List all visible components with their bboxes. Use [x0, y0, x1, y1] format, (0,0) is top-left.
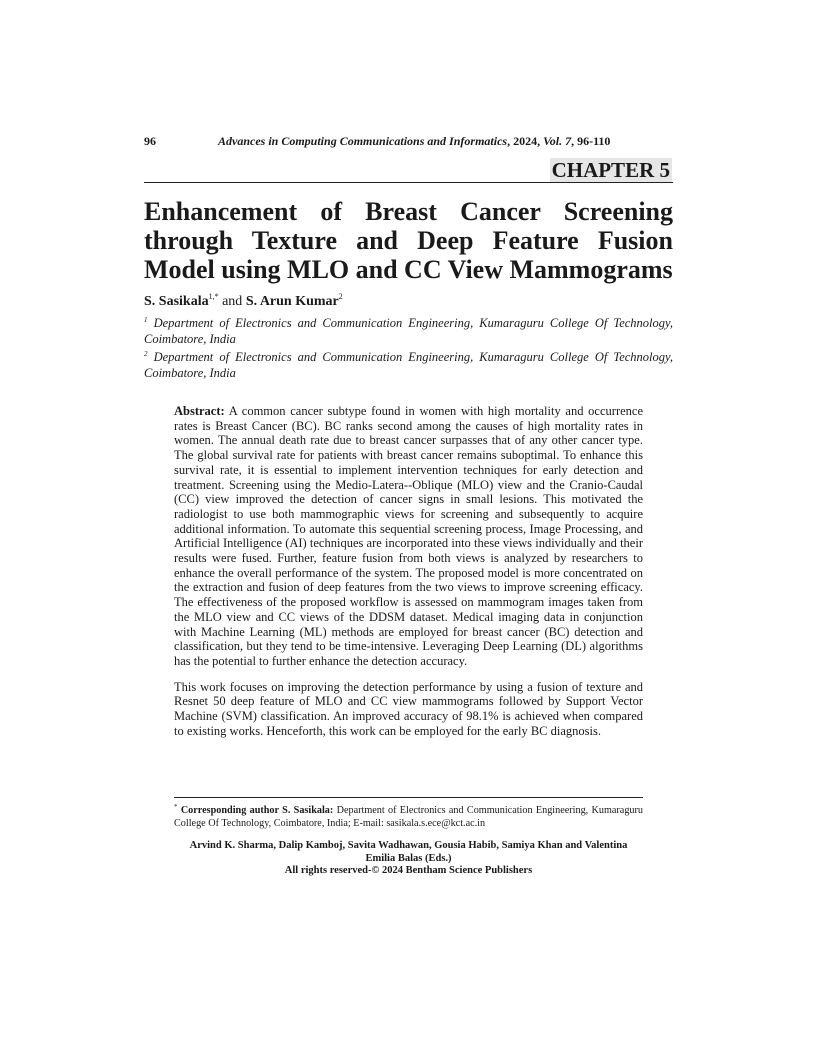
- journal-pages: , 96-110: [571, 134, 611, 148]
- affiliation-mark: 1: [144, 316, 148, 324]
- footnote-divider: [174, 797, 643, 798]
- footnote-mark: *: [174, 803, 178, 811]
- chapter-label: CHAPTER 5: [551, 158, 670, 182]
- affiliation-text: Department of Electronics and Communication Engineering, Kumaraguru College Of Technology, Coimbatore, India: [144, 316, 674, 346]
- author-name: S. Arun Kumar: [245, 294, 339, 309]
- author-line: [144, 289, 343, 310]
- chapter-divider: [144, 182, 673, 183]
- abstract-paragraph: This work focuses on improving the detection performance by using a fusion of texture and Resnet 50 deep feature of MLO and CC view mammograms followed by Support Vector Machine (SVM) classification. An improved accuracy of 98.1% is achieved when compared to existing works. Henceforth, this work can be employed for the early BC diagnosis.: [174, 679, 643, 738]
- affiliation-1: [144, 312, 673, 347]
- copyright-line: All rights reserved-© 2024 Bentham Science Publishers: [284, 865, 533, 876]
- running-header: [144, 134, 672, 150]
- abstract-label: Abstract:: [174, 404, 225, 418]
- abstract-paragraph: [174, 404, 643, 669]
- footnote: [174, 801, 643, 830]
- affiliation-mark: 2: [144, 350, 148, 358]
- affiliation-text: Department of Electronics and Communication Engineering, Kumaraguru College Of Technology, Coimbatore, India: [144, 350, 674, 380]
- footnote-label: Corresponding author S. Sasikala:: [180, 805, 334, 816]
- journal-name: Advances in Computing Communications and Informatics: [218, 134, 508, 148]
- chapter-title: Enhancement of Breast Cancer Screening through Texture and Deep Feature Fusion Model using MLO and CC View Mammograms: [144, 197, 673, 284]
- author-affiliation-mark: 1,*: [208, 292, 219, 301]
- author-affiliation-mark: 2: [338, 292, 343, 301]
- journal-year: , 2024,: [507, 134, 544, 148]
- page-number: 96: [144, 134, 156, 148]
- journal-citation: [218, 134, 610, 149]
- editors-line: Arvind K. Sharma, Dalip Kamboj, Savita Wadhawan, Gousia Habib, Samiya Khan and Valentina Emilia Balas (Eds.): [189, 840, 628, 864]
- abstract: [174, 404, 643, 738]
- footnote-text: Department of Electronics and Communication Engineering, Kumaraguru College Of Technology, Coimbatore, India; E-mail: sasikala.s.ece@kct.ac.in: [174, 805, 643, 829]
- author-name: S. Sasikala: [144, 294, 209, 309]
- author-connector: and: [218, 294, 246, 309]
- abstract-text: A common cancer subtype found in women with high mortality and occurrence rates is Breast Cancer (BC). BC ranks second among the causes of high mortality rates in women. The annual death rate due to breast cancer surpasses that of any other cancer type. The global survival rate for patients with breast cancer remains suboptimal. To enhance this survival rate, it is essential to implement intervention techniques for early detection and treatment. Screening using the Medio-Latera--Oblique (MLO) view and the Cranio-Caudal (CC) view improved the detection of cancer signs in small lesions. This motivated the radiologist to use both mammographic views for screening and subsequently to acquire additional information. To automate this sequential screening process, Image Processing, and Artificial Intelligence (AI) techniques are incorporated into these views individually and their results were fused. Further, feature fusion from both views is analyzed by researchers to enhance the overall performance of the system. The proposed model is more concentrated on the extraction and fusion of deep features from the two views to improve screening efficacy. The effectiveness of the proposed workflow is assessed on mammogram images taken from the MLO view and CC views of the DDSM dataset. Medical imaging data in conjunction with Machine Learning (ML) methods are employed for breast cancer (BC) detection and classification, but they tend to be time-intensive. Leveraging Deep Learning (DL) algorithms has the potential to further enhance the detection accuracy.: [174, 404, 644, 668]
- journal-volume: Vol. 7: [543, 134, 572, 148]
- affiliation-2: [144, 346, 673, 381]
